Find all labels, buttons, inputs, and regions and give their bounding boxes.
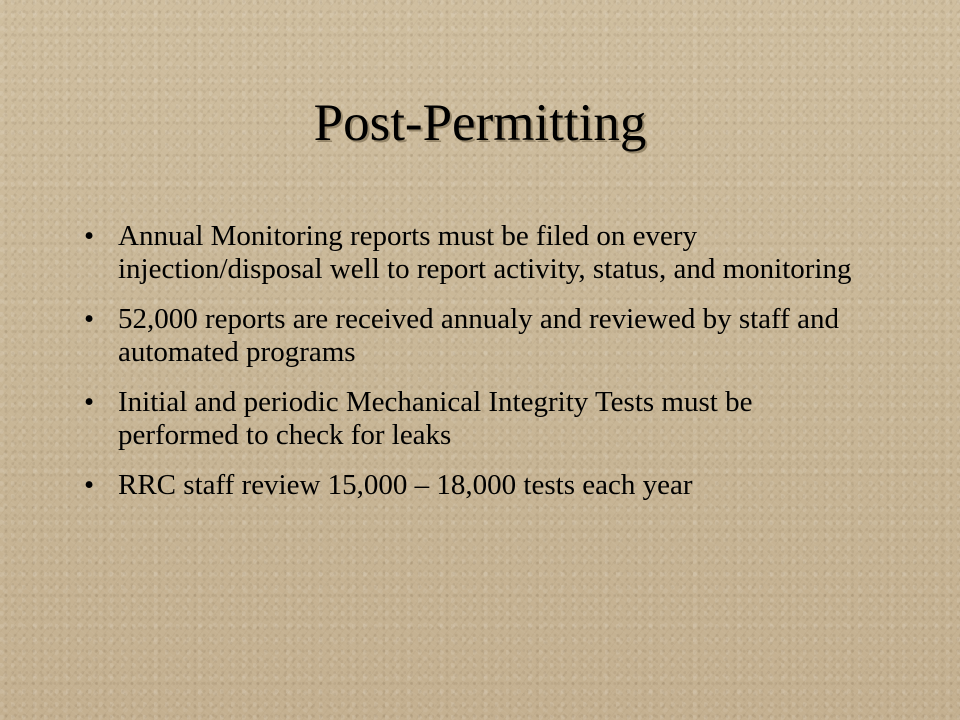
bullet-point-icon: • bbox=[84, 469, 95, 501]
bullet-item bbox=[80, 303, 880, 369]
bullet-text-integrity-tests: Initial and periodic Mechanical Integrity Tests must be performed to check for leaks bbox=[118, 386, 753, 451]
bullet-item bbox=[80, 469, 880, 502]
slide-title: Post-Permitting bbox=[313, 94, 647, 152]
bullet-item bbox=[80, 386, 880, 452]
bullet-text-reports-received: 52,000 reports are received annualy and reviewed by staff and automated programs bbox=[118, 303, 839, 368]
bullet-text-annual-monitoring: Annual Monitoring reports must be filed on every injection/disposal well to report activity, status, and monitoring bbox=[118, 220, 852, 285]
bullet-item bbox=[80, 220, 880, 286]
bullet-point-icon: • bbox=[84, 386, 95, 418]
bullet-point-icon: • bbox=[84, 303, 95, 335]
bullet-list bbox=[80, 220, 880, 519]
bullet-point-icon: • bbox=[84, 220, 95, 252]
bullet-text-rrc-staff-review: RRC staff review 15,000 – 18,000 tests each year bbox=[118, 469, 693, 501]
